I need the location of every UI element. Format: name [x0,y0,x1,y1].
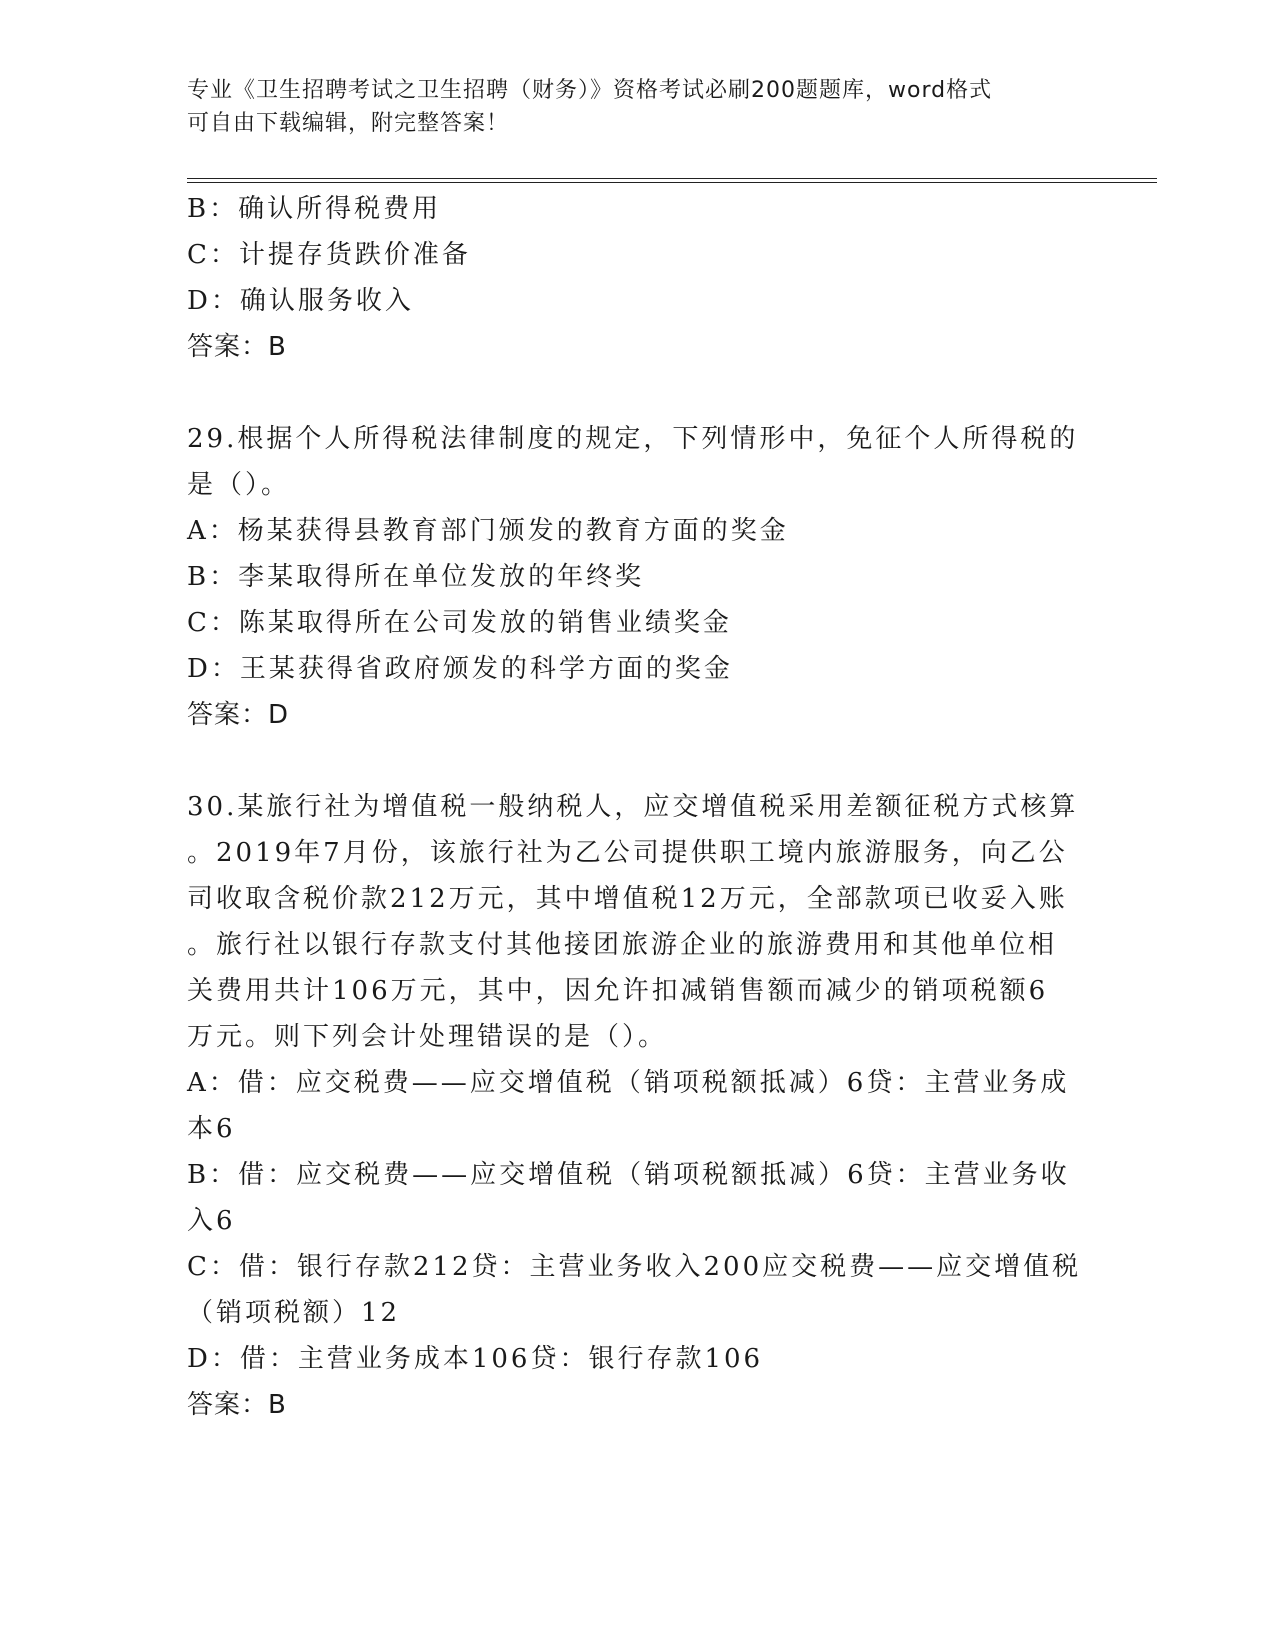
option-c-line-2: （销项税额）12 [187,1298,401,1328]
answer-line: 答案：D [187,700,290,730]
option-d: D：确认服务收入 [187,286,414,316]
option-b-line-1: B：借：应交税费——应交增值税（销项税额抵减）6贷：主营业务收 [187,1160,1070,1190]
option-a: A：杨某获得县教育部门颁发的教育方面的奖金 [187,516,789,546]
prev-question-block [187,186,1087,370]
question-29-block [187,416,1087,738]
spacer [187,738,1087,784]
question-stem-line: 。2019年7月份，该旅行社为乙公司提供职工境内旅游服务，向乙公 [187,838,1068,868]
header-divider-bottom [187,182,1157,183]
option-a-line-1: A：借：应交税费——应交增值税（销项税额抵减）6贷：主营业务成 [187,1068,1070,1098]
question-stem-line: 司收取含税价款212万元，其中增值税12万元，全部款项已收妥入账 [187,884,1068,914]
question-stem-line: 。旅行社以银行存款支付其他接团旅游企业的旅游费用和其他单位相 [187,930,1058,960]
question-stem-line: 30.某旅行社为增值税一般纳税人，应交增值税采用差额征税方式核算 [187,792,1079,822]
option-b: B：李某取得所在单位发放的年终奖 [187,562,645,592]
answer-line: 答案：B [187,332,287,362]
question-stem-line: 29.根据个人所得税法律制度的规定，下列情形中，免征个人所得税的 [187,424,1079,454]
question-content [187,186,1087,1428]
answer-line: 答案：B [187,1390,287,1420]
option-c: C：陈某取得所在公司发放的销售业绩奖金 [187,608,732,638]
option-c-line-1: C：借：银行存款212贷：主营业务收入200应交税费——应交增值税 [187,1252,1082,1282]
option-b-line-2: 入6 [187,1206,236,1236]
option-d: D：王某获得省政府颁发的科学方面的奖金 [187,654,733,684]
header-divider-top [187,178,1157,179]
header-line-2: 可自由下载编辑，附完整答案！ [187,111,510,136]
option-c: C：计提存货跌价准备 [187,240,471,270]
question-stem-line: 是（）。 [187,470,291,500]
option-a-line-2: 本6 [187,1114,236,1144]
spacer [187,370,1087,416]
document-header [187,74,1067,140]
question-stem-line: 万元。则下列会计处理错误的是（）。 [187,1022,668,1052]
question-30-block [187,784,1087,1428]
question-stem-line: 关费用共计106万元，其中，因允许扣减销售额而减少的销项税额6 [187,976,1049,1006]
option-d: D：借：主营业务成本106贷：银行存款106 [187,1344,764,1374]
option-b: B：确认所得税费用 [187,194,442,224]
header-line-1: 专业《卫生招聘考试之卫生招聘（财务）》资格考试必刷200题题库，word格式 [187,78,993,103]
